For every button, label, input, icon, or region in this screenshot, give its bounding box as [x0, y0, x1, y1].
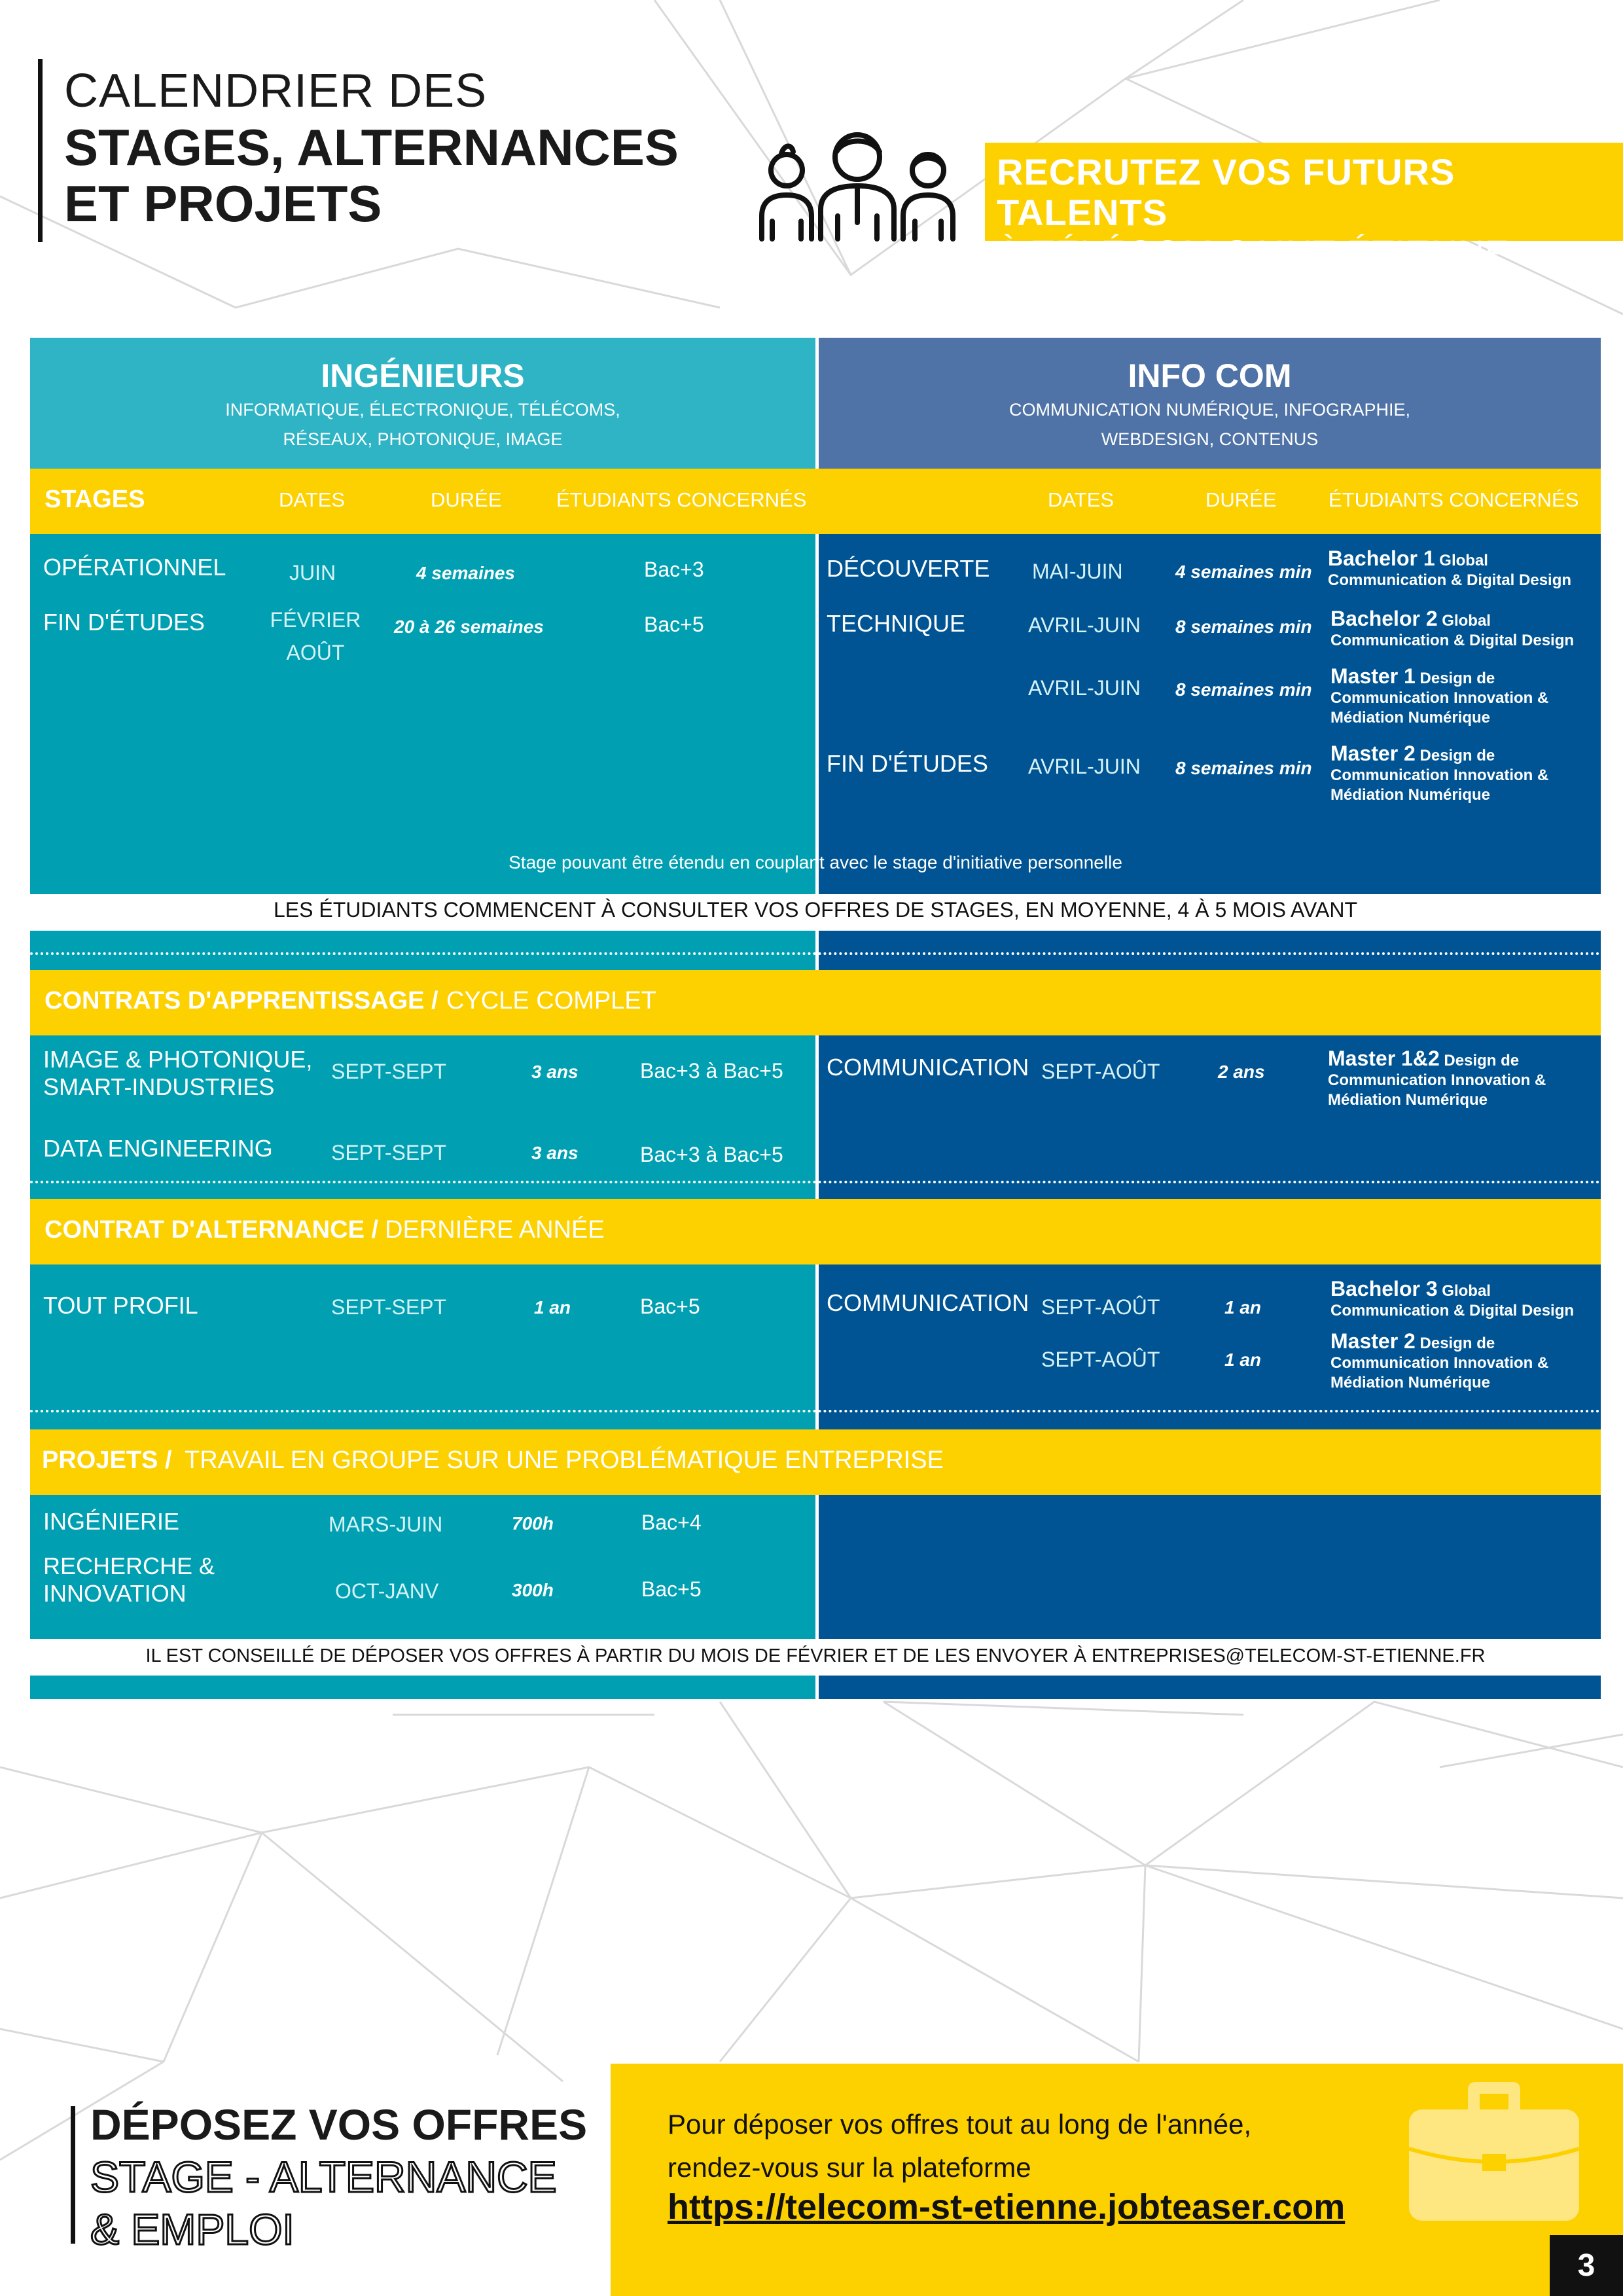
alternance-sublabel: DERNIÈRE ANNÉE [385, 1216, 605, 1244]
alternance-row-programme [1330, 1279, 1599, 1321]
stages-band [30, 469, 1601, 534]
projets-band [30, 1429, 1601, 1495]
stages-infocom-panel [819, 534, 1601, 894]
programme-name: Bachelor 2 [1330, 607, 1438, 630]
projets-label: PROJETS / [42, 1446, 172, 1474]
footer-text [668, 2103, 1251, 2189]
programme-detail: Médiation Numérique [1330, 709, 1491, 726]
programme-detail: Médiation Numérique [1330, 1374, 1491, 1391]
projets-banner: IL EST CONSEILLÉ DE DÉPOSER VOS OFFRES À PARTIR DU MOIS DE FÉVRIER ET DE LES ENVOYER À ENTREPRISES@TELECOM-ST-ETIENNE.FR [145, 1645, 1486, 1666]
alternance-row-dates: SEPT-AOÛT [1041, 1295, 1160, 1319]
stage-row-programme [1330, 609, 1599, 651]
footer-title-line-2: STAGE - ALTERNANCE [90, 2153, 557, 2201]
stages-note: Stage pouvant être étendu en couplant avec le stage d'initiative personnelle [508, 852, 1122, 872]
programme-name: Master 2 [1330, 1329, 1416, 1353]
projets-ingenieurs-panel [30, 1495, 815, 1639]
stage-row-duree: 8 semaines min [1175, 617, 1312, 637]
row-type-line: INNOVATION [43, 1580, 187, 1607]
footer-text-line-1: Pour déposer vos offres tout au long de l'année, [668, 2109, 1252, 2140]
ingenieurs-subtitle-1: INFORMATIQUE, ÉLECTRONIQUE, TÉLÉCOMS, [225, 400, 620, 420]
projets-row-dates: OCT-JANV [335, 1579, 439, 1603]
footer-title [90, 2098, 614, 2255]
stage-row-duree: 20 à 26 semaines [394, 617, 544, 637]
projets-row-type [43, 1552, 215, 1607]
programme-name: Master 2 [1330, 742, 1416, 765]
stage-row-duree: 8 semaines min [1175, 758, 1312, 778]
alternance-row-type: COMMUNICATION [827, 1289, 1029, 1316]
ingenieurs-subtitle-2: RÉSEAUX, PHOTONIQUE, IMAGE [283, 429, 563, 449]
programme-detail: Communication Innovation & [1330, 766, 1549, 784]
recruit-line-2: À TÉLÉCOM SAINT-ÉTIENNE [997, 232, 1510, 274]
projets-sublabel: TRAVAIL EN GROUPE SUR UNE PROBLÉMATIQUE ENTREPRISE [185, 1446, 944, 1474]
programme-detail: Communication & Digital Design [1330, 1302, 1575, 1319]
stage-row-dates [270, 603, 361, 669]
stage-row-programme [1330, 666, 1599, 728]
apprentissage-row-duree: 3 ans [531, 1062, 579, 1082]
strip-left-bottom [30, 1676, 815, 1699]
footer-accent-bar [71, 2106, 75, 2244]
apprentissage-row-duree: 3 ans [531, 1143, 579, 1163]
projets-row-type: INGÉNIERIE [43, 1508, 180, 1535]
recruit-line-1: RECRUTEZ VOS FUTURS TALENTS [997, 151, 1455, 233]
stage-row-duree: 4 semaines [416, 563, 515, 583]
footer-title-line-1: DÉPOSEZ VOS OFFRES [90, 2100, 588, 2149]
title-line-3: ET PROJETS [64, 175, 382, 232]
title-line-2: STAGES, ALTERNANCES [64, 118, 679, 176]
alternance-band [30, 1199, 1601, 1265]
apprentissage-row-dates: SEPT-AOÛT [1041, 1060, 1160, 1083]
page-number: 3 [1550, 2235, 1623, 2296]
programme-name: Bachelor 1 [1328, 547, 1435, 570]
header-accent-bar [38, 59, 43, 242]
briefcase-icon [1409, 2077, 1599, 2234]
stage-row-type: TECHNIQUE [827, 610, 966, 637]
infocom-subtitle-1: COMMUNICATION NUMÉRIQUE, INFOGRAPHIE, [1008, 400, 1410, 420]
page-title [64, 63, 732, 232]
stages-h-duree-right: DURÉE [1205, 488, 1277, 511]
apprentissage-row-duree: 2 ans [1218, 1062, 1265, 1082]
footer-text-line-2: rendez-vous sur la plateforme [668, 2152, 1031, 2183]
stage-row-etudiants: Bac+3 [644, 558, 704, 581]
alternance-row-etudiants: Bac+5 [640, 1295, 700, 1318]
infocom-title: INFO COM [1128, 357, 1292, 394]
programme-detail: Médiation Numérique [1330, 786, 1491, 804]
programme-detail: Communication Innovation & [1328, 1071, 1546, 1089]
apprentissage-sublabel: CYCLE COMPLET [446, 987, 656, 1014]
projets-row-duree: 700h [512, 1513, 554, 1534]
alternance-infocom-panel [819, 1265, 1601, 1429]
programme-detail: Global [1442, 1282, 1491, 1300]
jobteaser-link[interactable]: https://telecom-st-etienne.jobteaser.com [668, 2187, 1346, 2227]
stage-row-type: FIN D'ÉTUDES [827, 750, 988, 777]
row-type-line: SMART-INDUSTRIES [43, 1073, 275, 1100]
programme-detail: Communication & Digital Design [1328, 571, 1572, 589]
programme-detail: Design de [1419, 747, 1495, 764]
apprentissage-band [30, 970, 1601, 1035]
row-type-line: RECHERCHE & [43, 1552, 215, 1579]
apprentissage-ingenieurs-panel [30, 1035, 815, 1199]
ingenieurs-title: INGÉNIEURS [321, 357, 525, 394]
programme-detail: Communication Innovation & [1330, 1354, 1549, 1372]
stage-row-programme [1328, 548, 1596, 590]
strip-right [819, 931, 1601, 970]
programme-name: Master 1 [1330, 664, 1416, 688]
programme-detail: Communication & Digital Design [1330, 632, 1575, 649]
projets-infocom-panel [819, 1495, 1601, 1639]
column-header-infocom [819, 338, 1601, 469]
stages-h-etudiants-right: ÉTUDIANTS CONCERNÉS [1329, 488, 1579, 511]
stage-row-dates: AVRIL-JUIN [1028, 755, 1141, 778]
dotted-divider [30, 1410, 1601, 1412]
stages-banner: LES ÉTUDIANTS COMMENCENT À CONSULTER VOS OFFRES DE STAGES, EN MOYENNE, 4 À 5 MOIS AVANT [274, 898, 1357, 922]
stages-ingenieurs-panel [30, 534, 815, 894]
stage-row-type: DÉCOUVERTE [827, 555, 990, 582]
strip-right-bottom [819, 1676, 1601, 1699]
alternance-row-dates: SEPT-SEPT [331, 1295, 447, 1319]
apprentissage-row-type: COMMUNICATION [827, 1054, 1029, 1081]
footer-title-line-3: & EMPLOI [90, 2205, 294, 2253]
stage-row-dates-2: AOÛT [286, 641, 345, 664]
apprentissage-label: CONTRATS D'APPRENTISSAGE / [45, 987, 438, 1014]
stage-row-dates-1: FÉVRIER [270, 608, 361, 632]
apprentissage-row-dates: SEPT-SEPT [331, 1141, 447, 1164]
alternance-row-type: TOUT PROFIL [43, 1292, 198, 1319]
stages-h-etudiants-left: ÉTUDIANTS CONCERNÉS [556, 488, 807, 511]
programme-name: Master 1&2 [1328, 1047, 1440, 1070]
programme-detail: Global [1439, 552, 1488, 569]
dotted-divider [30, 952, 1601, 955]
stage-row-programme [1330, 744, 1599, 805]
apprentissage-row-dates: SEPT-SEPT [331, 1060, 447, 1083]
alternance-row-dates: SEPT-AOÛT [1041, 1348, 1160, 1371]
stages-h-dates-left: DATES [279, 488, 346, 511]
stages-h-duree-left: DURÉE [431, 488, 502, 511]
stage-row-type: OPÉRATIONNEL [43, 554, 226, 581]
programme-detail: Design de [1444, 1052, 1520, 1069]
alternance-row-duree: 1 an [1224, 1350, 1262, 1370]
stage-row-dates: MAI-JUIN [1032, 560, 1123, 583]
column-header-ingenieurs [30, 338, 815, 469]
row-type-line: IMAGE & PHOTONIQUE, [43, 1046, 313, 1073]
people-group-icon [753, 118, 962, 242]
apprentissage-row-programme [1328, 1049, 1596, 1110]
alternance-ingenieurs-panel [30, 1265, 815, 1429]
programme-detail: Médiation Numérique [1328, 1091, 1488, 1109]
alternance-row-programme [1330, 1331, 1599, 1393]
infocom-subtitle-2: WEBDESIGN, CONTENUS [1101, 429, 1319, 449]
projets-row-duree: 300h [512, 1580, 554, 1600]
stages-h-dates-right: DATES [1048, 488, 1115, 511]
programme-detail: Communication Innovation & [1330, 689, 1549, 707]
programme-detail: Global [1442, 612, 1491, 630]
stage-row-type: FIN D'ÉTUDES [43, 609, 205, 636]
apprentissage-row-type: DATA ENGINEERING [43, 1135, 273, 1162]
apprentissage-row-type [43, 1046, 312, 1101]
apprentissage-infocom-panel [819, 1035, 1601, 1199]
dotted-divider [30, 1181, 1601, 1183]
programme-name: Bachelor 3 [1330, 1277, 1438, 1300]
stages-label: STAGES [45, 486, 145, 513]
stage-row-etudiants: Bac+5 [644, 613, 704, 636]
projets-row-dates: MARS-JUIN [329, 1513, 443, 1536]
stage-row-dates: AVRIL-JUIN [1028, 613, 1141, 637]
title-line-1: CALENDRIER DES [64, 65, 488, 117]
stage-row-dates: AVRIL-JUIN [1028, 676, 1141, 700]
alternance-label: CONTRAT D'ALTERNANCE / [45, 1216, 379, 1244]
alternance-row-duree: 1 an [1224, 1297, 1262, 1318]
programme-detail: Design de [1419, 670, 1495, 687]
apprentissage-row-etudiants: Bac+3 à Bac+5 [640, 1143, 783, 1166]
stage-row-duree: 4 semaines min [1175, 562, 1312, 582]
projets-row-etudiants: Bac+4 [641, 1511, 702, 1534]
programme-detail: Design de [1419, 1335, 1495, 1352]
footer-cta-box [611, 2064, 1623, 2296]
recruit-banner [985, 143, 1623, 274]
apprentissage-row-etudiants: Bac+3 à Bac+5 [640, 1059, 783, 1083]
stage-row-dates: JUIN [289, 561, 336, 584]
stage-row-duree: 8 semaines min [1175, 679, 1312, 700]
alternance-row-duree: 1 an [534, 1297, 571, 1318]
projets-row-etudiants: Bac+5 [641, 1577, 702, 1601]
strip-left [30, 931, 815, 970]
